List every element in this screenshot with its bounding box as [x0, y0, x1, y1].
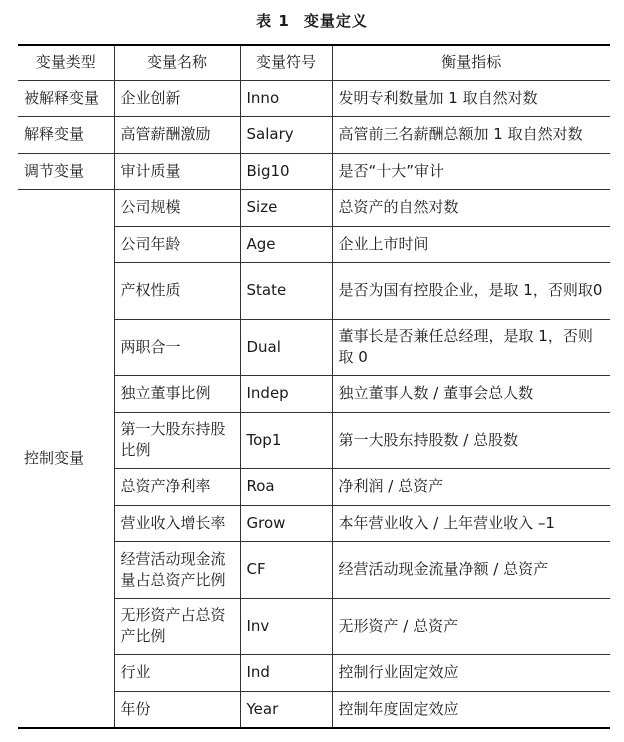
variable-definition: 经营活动现金流量净额 / 总资产	[332, 542, 610, 599]
variable-name: 经营活动现金流量占总资产比例	[114, 542, 240, 599]
variable-name: 公司年龄	[114, 226, 240, 263]
variable-definition: 发明专利数量加 1 取自然对数	[332, 80, 610, 117]
variable-definition: 总资产的自然对数	[332, 190, 610, 227]
variable-definition-table	[18, 44, 610, 729]
variable-name: 公司规模	[114, 190, 240, 227]
header-row	[18, 45, 610, 80]
variable-name: 高管薪酬激励	[114, 117, 240, 154]
variable-definition: 第一大股东持股数 / 总股数	[332, 412, 610, 469]
variable-name: 行业	[114, 655, 240, 692]
variable-name: 年份	[114, 691, 240, 728]
variable-symbol: Inv	[240, 598, 332, 655]
variable-name: 营业收入增长率	[114, 505, 240, 542]
variable-name: 无形资产占总资产比例	[114, 598, 240, 655]
table-row	[18, 190, 610, 227]
header-variable-symbol: 变量符号	[240, 45, 332, 80]
header-variable-type: 变量类型	[18, 45, 114, 80]
table-title: 变量定义	[303, 12, 368, 30]
variable-symbol: Big10	[240, 153, 332, 190]
variable-name: 产权性质	[114, 263, 240, 320]
variable-definition: 无形资产 / 总资产	[332, 598, 610, 655]
variable-definition: 独立董事人数 / 董事会总人数	[332, 376, 610, 413]
variable-name: 独立董事比例	[114, 376, 240, 413]
variable-name: 两职合一	[114, 319, 240, 376]
variable-definition: 高管前三名薪酬总额加 1 取自然对数	[332, 117, 610, 154]
group-control: 控制变量	[18, 190, 114, 728]
variable-symbol: Size	[240, 190, 332, 227]
variable-symbol: Top1	[240, 412, 332, 469]
variable-definition: 是否为国有控股企业，是取 1，否则取0	[332, 263, 610, 320]
variable-name: 第一大股东持股比例	[114, 412, 240, 469]
variable-definition: 企业上市时间	[332, 226, 610, 263]
variable-definition: 控制年度固定效应	[332, 691, 610, 728]
variable-symbol: Salary	[240, 117, 332, 154]
table-number: 表 1	[256, 12, 290, 30]
variable-symbol: State	[240, 263, 332, 320]
variable-name: 审计质量	[114, 153, 240, 190]
variable-symbol: Indep	[240, 376, 332, 413]
variable-symbol: Age	[240, 226, 332, 263]
variable-definition: 是否“十大”审计	[332, 153, 610, 190]
variable-symbol: Roa	[240, 469, 332, 506]
variable-symbol: CF	[240, 542, 332, 599]
table-caption	[0, 10, 624, 31]
variable-symbol: Year	[240, 691, 332, 728]
table-row	[18, 80, 610, 117]
variable-definition: 净利润 / 总资产	[332, 469, 610, 506]
variable-symbol: Ind	[240, 655, 332, 692]
variable-name: 企业创新	[114, 80, 240, 117]
variable-symbol: Dual	[240, 319, 332, 376]
variable-definition: 董事长是否兼任总经理，是取 1，否则取 0	[332, 319, 610, 376]
variable-symbol: Inno	[240, 80, 332, 117]
header-measurement: 衡量指标	[332, 45, 610, 80]
group-moderator: 调节变量	[18, 153, 114, 190]
group-independent: 解释变量	[18, 117, 114, 154]
table-row	[18, 117, 610, 154]
group-dependent: 被解释变量	[18, 80, 114, 117]
header-variable-name: 变量名称	[114, 45, 240, 80]
table-row	[18, 153, 610, 190]
variable-definition: 控制行业固定效应	[332, 655, 610, 692]
variable-definition: 本年营业收入 / 上年营业收入 –1	[332, 505, 610, 542]
variable-name: 总资产净利率	[114, 469, 240, 506]
variable-symbol: Grow	[240, 505, 332, 542]
